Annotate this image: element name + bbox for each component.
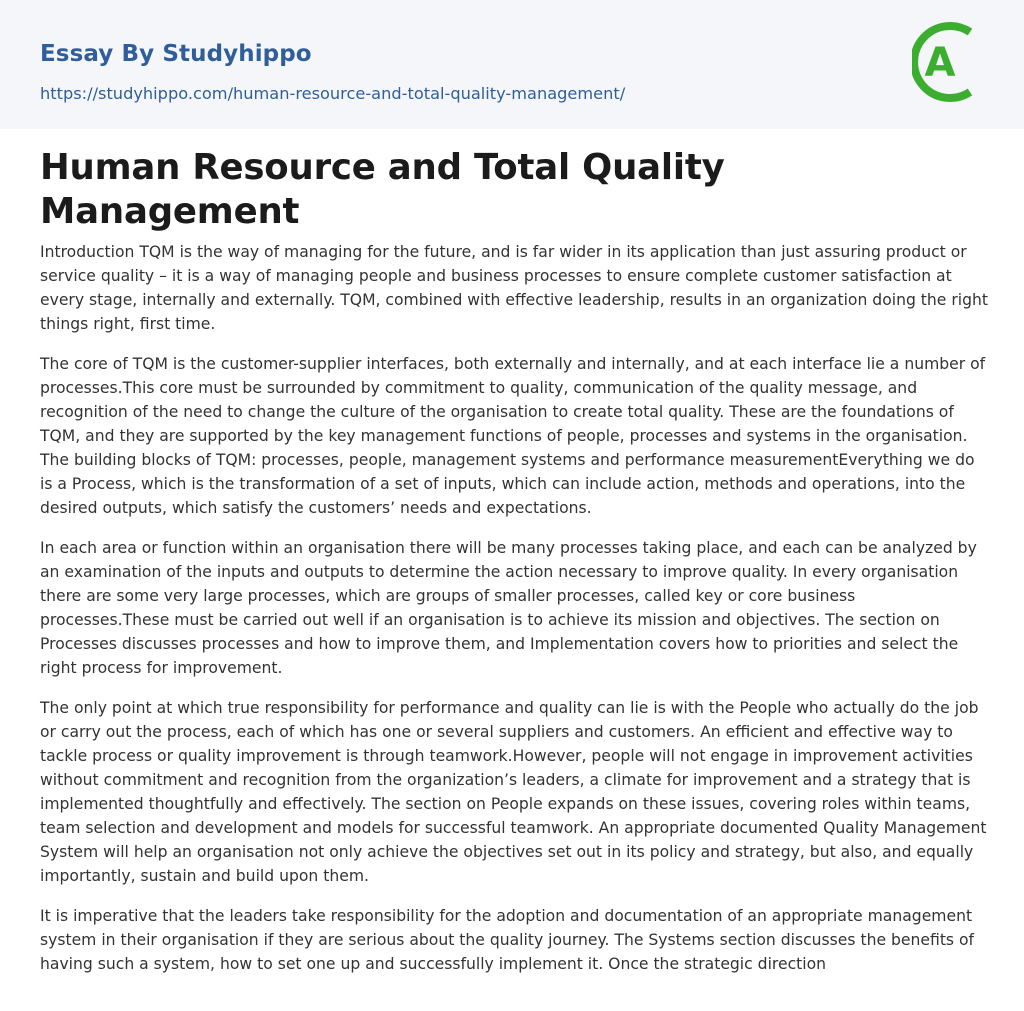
paragraph-1: Introduction TQM is the way of managing for the future, and is far wider in its application than just assuring product or service quality – it is a way of managing people and business processes to ensure complete customer satisfaction at every stage, internally and externally. TQM, combined with effective leadership, results in an organization doing the right things right, first time. [40, 243, 988, 333]
article-title: Human Resource and Total Quality Management [40, 147, 725, 232]
article-body [40, 240, 988, 976]
studyhippo-logo-icon[interactable] [912, 19, 986, 105]
source-url-link[interactable]: https://studyhippo.com/human-resource-and-total-quality-management/ [40, 84, 626, 103]
paragraph-5: It is imperative that the leaders take responsibility for the adoption and documentation of an appropriate management system in their organisation if they are serious about the quality journey. The Systems section discusses the benefits of having such a system, how to set one up and successfully implement it. Once the strategic direction [40, 907, 975, 973]
paragraph-4: The only point at which true responsibility for performance and quality can lie is with the People who actually do the job or carry out the process, each of which has one or several suppliers and customers. An efficient and effective way to tackle process or quality improvement is through teamwork.However, people will not engage in improvement activities without commitment and recognition from the organization’s leaders, a climate for improvement and a strategy that is implemented thoughtfully and effectively. The section on People expands on these issues, covering roles within teams, team selection and development and models for successful teamwork. An appropriate documented Quality Management System will help an organisation not only achieve the objectives set out in its policy and strategy, but also, and equally importantly, sustain and build upon them. [40, 699, 987, 885]
paragraph-2: The core of TQM is the customer-supplier interfaces, both externally and internally, and at each interface lie a number of processes.This core must be surrounded by commitment to quality, communication of the quality message, and recognition of the need to change the culture of the organisation to create total quality. These are the foundations of TQM, and they are supported by the key management functions of people, processes and systems in the organisation. The building blocks of TQM: processes, people, management systems and performance measurementEverything we do is a Process, which is the transformation of a set of inputs, which can include action, methods and operations, into the desired outputs, which satisfy the customers’ needs and expectations. [40, 355, 986, 517]
site-brand-title[interactable]: Essay By Studyhippo [40, 41, 312, 67]
article [40, 146, 988, 992]
paragraph-3: In each area or function within an organisation there will be many processes taking place, and each can be analyzed by an examination of the inputs and outputs to determine the action necessary to improve quality. In every organisation there are some very large processes, which are groups of smaller processes, called key or core business processes.These must be carried out well if an organisation is to achieve its mission and objectives. The section on Processes discusses processes and how to improve them, and Implementation covers how to priorities and select the right process for improvement. [40, 539, 977, 677]
site-header [0, 0, 1024, 129]
logo-letter: A [924, 40, 956, 86]
